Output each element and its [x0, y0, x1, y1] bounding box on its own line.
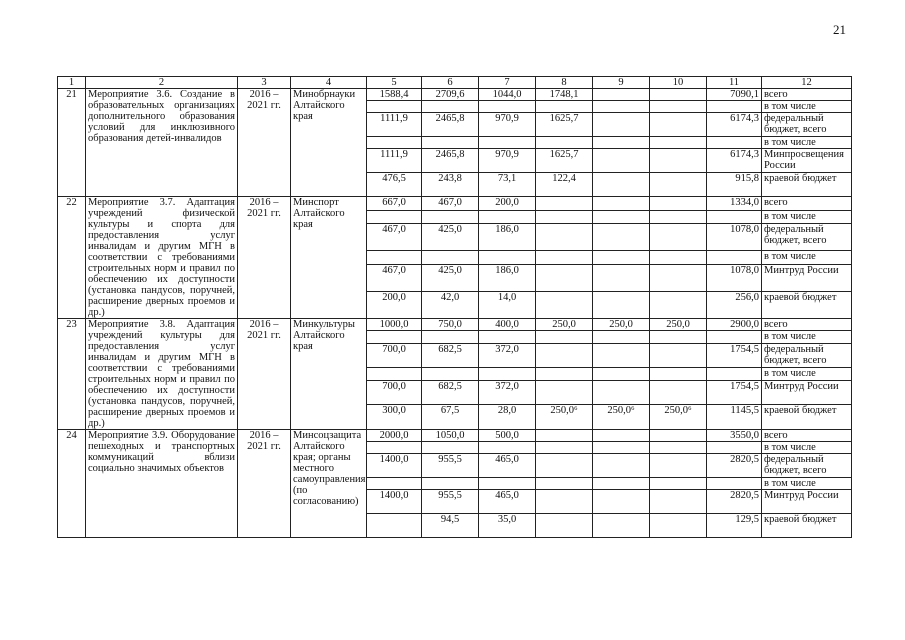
value-cell: 682,5 [422, 380, 479, 405]
value-cell: 1078,0 [707, 264, 762, 291]
funding-source: всего [762, 89, 852, 101]
value-cell [536, 224, 593, 251]
column-header-8: 8 [536, 77, 593, 89]
value-cell: 1400,0 [367, 490, 422, 514]
value-cell [422, 137, 479, 149]
value-cell [593, 224, 650, 251]
value-cell: 300,0 [367, 405, 422, 430]
column-header-5: 5 [367, 77, 422, 89]
funding-source: краевой бюджет [762, 514, 852, 538]
value-cell [593, 331, 650, 343]
column-header-3: 3 [238, 77, 291, 89]
value-cell [593, 149, 650, 173]
value-cell: 476,5 [367, 173, 422, 197]
value-cell [593, 514, 650, 538]
value-cell [422, 368, 479, 380]
value-cell: 200,0 [367, 291, 422, 318]
value-cell [650, 197, 707, 211]
value-cell [593, 430, 650, 442]
value-cell [707, 137, 762, 149]
funding-source: федеральный бюджет, всего [762, 224, 852, 251]
funding-source: в том числе [762, 331, 852, 343]
value-cell: 465,0 [479, 454, 536, 478]
value-cell [479, 442, 536, 454]
value-cell: 955,5 [422, 490, 479, 514]
value-cell [367, 331, 422, 343]
value-cell [422, 478, 479, 490]
funding-source: в том числе [762, 442, 852, 454]
value-cell: 186,0 [479, 264, 536, 291]
value-cell: 1111,9 [367, 113, 422, 137]
value-cell [707, 210, 762, 224]
value-cell [367, 478, 422, 490]
value-cell [367, 368, 422, 380]
value-cell [593, 113, 650, 137]
value-cell [536, 343, 593, 368]
value-cell [593, 454, 650, 478]
value-cell [707, 251, 762, 265]
measure-period: 2016 – 2021 гг. [238, 430, 291, 538]
value-cell [650, 89, 707, 101]
value-cell: 129,5 [707, 514, 762, 538]
value-cell [536, 368, 593, 380]
value-cell: 1754,5 [707, 380, 762, 405]
measure-executor: Минспорт Алтайского края [291, 197, 367, 319]
funding-source: Минтруд России [762, 490, 852, 514]
funding-source: всего [762, 430, 852, 442]
column-header-12: 12 [762, 77, 852, 89]
value-cell: 1334,0 [707, 197, 762, 211]
value-cell [650, 113, 707, 137]
measure-executor: Минобрнауки Алтайского края [291, 89, 367, 197]
measure-number: 22 [58, 197, 86, 319]
column-header-9: 9 [593, 77, 650, 89]
value-cell: 372,0 [479, 343, 536, 368]
value-cell [650, 490, 707, 514]
value-cell [367, 101, 422, 113]
value-cell: 915,8 [707, 173, 762, 197]
value-cell: 682,5 [422, 343, 479, 368]
value-cell [650, 514, 707, 538]
value-cell [422, 251, 479, 265]
column-header-11: 11 [707, 77, 762, 89]
value-cell: 14,0 [479, 291, 536, 318]
value-cell [707, 478, 762, 490]
value-cell: 700,0 [367, 380, 422, 405]
value-cell: 1748,1 [536, 89, 593, 101]
value-cell: 2820,5 [707, 454, 762, 478]
value-cell [707, 368, 762, 380]
funding-source: в том числе [762, 251, 852, 265]
value-cell: 256,0 [707, 291, 762, 318]
value-cell [650, 137, 707, 149]
page-number: 21 [833, 22, 846, 37]
measure-period: 2016 – 2021 гг. [238, 197, 291, 319]
value-cell [536, 478, 593, 490]
value-cell [707, 101, 762, 113]
funding-source: Минпросвещения России [762, 149, 852, 173]
measure-number: 24 [58, 430, 86, 538]
measure-description: Мероприятие 3.9. Оборудование пешеходных и транспортных коммуникаций вблизи социально значимых объектов [86, 430, 238, 538]
value-cell [650, 224, 707, 251]
value-cell [367, 210, 422, 224]
value-cell [536, 490, 593, 514]
value-cell [536, 331, 593, 343]
value-cell [536, 137, 593, 149]
value-cell [367, 251, 422, 265]
value-cell: 667,0 [367, 197, 422, 211]
measure-period: 2016 – 2021 гг. [238, 319, 291, 430]
value-cell [650, 251, 707, 265]
measure-description: Мероприятие 3.6. Создание в образовательных организациях дополнительного образования условий для инклюзивного образования детей-инвалидов [86, 89, 238, 197]
value-cell: 73,1 [479, 173, 536, 197]
funding-source: федеральный бюджет, всего [762, 454, 852, 478]
funding-source: в том числе [762, 210, 852, 224]
value-cell: 2900,0 [707, 319, 762, 331]
value-cell: 467,0 [422, 197, 479, 211]
value-cell [536, 514, 593, 538]
value-cell: 1625,7 [536, 113, 593, 137]
value-cell [650, 442, 707, 454]
value-cell: 6174,3 [707, 113, 762, 137]
value-cell: 250,0 [536, 319, 593, 331]
measure-executor: Минкультуры Алтайского края [291, 319, 367, 430]
funding-source: краевой бюджет [762, 173, 852, 197]
value-cell [536, 430, 593, 442]
value-cell [422, 442, 479, 454]
measure-executor: Минсоцзащита Алтайского края; органы местного самоуправления (по согласованию) [291, 430, 367, 538]
column-header-1: 1 [58, 77, 86, 89]
value-cell [593, 368, 650, 380]
value-cell [593, 89, 650, 101]
value-cell: 970,9 [479, 149, 536, 173]
value-cell [593, 251, 650, 265]
value-cell [422, 101, 479, 113]
value-cell: 186,0 [479, 224, 536, 251]
value-cell [593, 291, 650, 318]
value-cell [650, 331, 707, 343]
funding-source: в том числе [762, 478, 852, 490]
value-cell: 750,0 [422, 319, 479, 331]
funding-source: всего [762, 319, 852, 331]
column-header-6: 6 [422, 77, 479, 89]
value-cell [593, 380, 650, 405]
value-cell: 250,0⁶ [650, 405, 707, 430]
funding-source: в том числе [762, 137, 852, 149]
value-cell [593, 478, 650, 490]
value-cell [479, 210, 536, 224]
value-cell: 500,0 [479, 430, 536, 442]
value-cell [593, 210, 650, 224]
value-cell: 200,0 [479, 197, 536, 211]
value-cell [593, 343, 650, 368]
value-cell [367, 137, 422, 149]
value-cell: 3550,0 [707, 430, 762, 442]
value-cell [593, 173, 650, 197]
value-cell [650, 478, 707, 490]
value-cell: 2709,6 [422, 89, 479, 101]
funding-source: Минтруд России [762, 264, 852, 291]
table-row [58, 197, 852, 211]
value-cell [367, 442, 422, 454]
value-cell: 465,0 [479, 490, 536, 514]
value-cell [479, 331, 536, 343]
column-header-10: 10 [650, 77, 707, 89]
measure-description: Мероприятие 3.8. Адаптация учреждений культуры для предоставления услуг инвалидам и другим МГН в соответствии с требованиями строительных норм и правил по обеспечению их доступности (установка пандусов, поручней, расширение дверных проемов и др.) [86, 319, 238, 430]
value-cell [367, 514, 422, 538]
value-cell: 2465,8 [422, 149, 479, 173]
value-cell: 1078,0 [707, 224, 762, 251]
value-cell [536, 264, 593, 291]
value-cell [593, 137, 650, 149]
value-cell [650, 210, 707, 224]
value-cell: 700,0 [367, 343, 422, 368]
value-cell [593, 442, 650, 454]
header-row [58, 77, 852, 89]
table-row [58, 430, 852, 442]
value-cell [479, 251, 536, 265]
funding-source: Минтруд России [762, 380, 852, 405]
value-cell: 1754,5 [707, 343, 762, 368]
value-cell: 122,4 [536, 173, 593, 197]
measure-number: 23 [58, 319, 86, 430]
funding-source: краевой бюджет [762, 291, 852, 318]
value-cell [650, 380, 707, 405]
column-header-4: 4 [291, 77, 367, 89]
table-body [58, 89, 852, 538]
value-cell: 467,0 [367, 224, 422, 251]
value-cell: 400,0 [479, 319, 536, 331]
measure-number: 21 [58, 89, 86, 197]
value-cell [479, 101, 536, 113]
value-cell: 28,0 [479, 405, 536, 430]
value-cell: 42,0 [422, 291, 479, 318]
value-cell [707, 331, 762, 343]
value-cell: 67,5 [422, 405, 479, 430]
value-cell: 467,0 [367, 264, 422, 291]
value-cell [593, 264, 650, 291]
value-cell: 1050,0 [422, 430, 479, 442]
value-cell [536, 210, 593, 224]
value-cell [650, 264, 707, 291]
value-cell [593, 101, 650, 113]
funding-source: федеральный бюджет, всего [762, 113, 852, 137]
value-cell: 7090,1 [707, 89, 762, 101]
value-cell: 1145,5 [707, 405, 762, 430]
value-cell [536, 454, 593, 478]
column-header-2: 2 [86, 77, 238, 89]
value-cell: 1000,0 [367, 319, 422, 331]
value-cell [479, 368, 536, 380]
value-cell: 955,5 [422, 454, 479, 478]
value-cell [479, 478, 536, 490]
table-row [58, 89, 852, 101]
funding-source: в том числе [762, 101, 852, 113]
value-cell: 250,0 [650, 319, 707, 331]
value-cell: 1111,9 [367, 149, 422, 173]
value-cell [650, 368, 707, 380]
value-cell [536, 291, 593, 318]
value-cell: 35,0 [479, 514, 536, 538]
value-cell [536, 101, 593, 113]
funding-source: всего [762, 197, 852, 211]
value-cell [593, 490, 650, 514]
value-cell: 2000,0 [367, 430, 422, 442]
value-cell [707, 442, 762, 454]
value-cell: 1588,4 [367, 89, 422, 101]
value-cell [536, 442, 593, 454]
value-cell [650, 149, 707, 173]
value-cell: 2820,5 [707, 490, 762, 514]
table-row [58, 319, 852, 331]
budget-table [57, 76, 852, 538]
column-header-7: 7 [479, 77, 536, 89]
value-cell [536, 380, 593, 405]
value-cell [650, 173, 707, 197]
funding-source: федеральный бюджет, всего [762, 343, 852, 368]
value-cell: 2465,8 [422, 113, 479, 137]
value-cell: 1044,0 [479, 89, 536, 101]
value-cell [536, 197, 593, 211]
value-cell: 1400,0 [367, 454, 422, 478]
value-cell [422, 331, 479, 343]
value-cell [536, 251, 593, 265]
value-cell: 6174,3 [707, 149, 762, 173]
value-cell [422, 210, 479, 224]
value-cell: 970,9 [479, 113, 536, 137]
value-cell [650, 454, 707, 478]
funding-source: в том числе [762, 368, 852, 380]
value-cell: 243,8 [422, 173, 479, 197]
value-cell [650, 291, 707, 318]
value-cell: 250,0⁶ [536, 405, 593, 430]
value-cell [479, 137, 536, 149]
value-cell: 425,0 [422, 224, 479, 251]
measure-description: Мероприятие 3.7. Адаптация учреждений физической культуры и спорта для предоставления услуг инвалидам и другим МГН в соответствии с требованиями строительных норм и правил по обеспечению их доступности (установка пандусов, поручней, расширение дверных проемов и др.) [86, 197, 238, 319]
value-cell: 1625,7 [536, 149, 593, 173]
value-cell: 372,0 [479, 380, 536, 405]
value-cell [650, 343, 707, 368]
value-cell [593, 197, 650, 211]
value-cell: 425,0 [422, 264, 479, 291]
value-cell: 250,0 [593, 319, 650, 331]
funding-source: краевой бюджет [762, 405, 852, 430]
value-cell: 250,0⁶ [593, 405, 650, 430]
measure-period: 2016 – 2021 гг. [238, 89, 291, 197]
value-cell [650, 101, 707, 113]
value-cell: 94,5 [422, 514, 479, 538]
table-header [58, 77, 852, 89]
value-cell [650, 430, 707, 442]
